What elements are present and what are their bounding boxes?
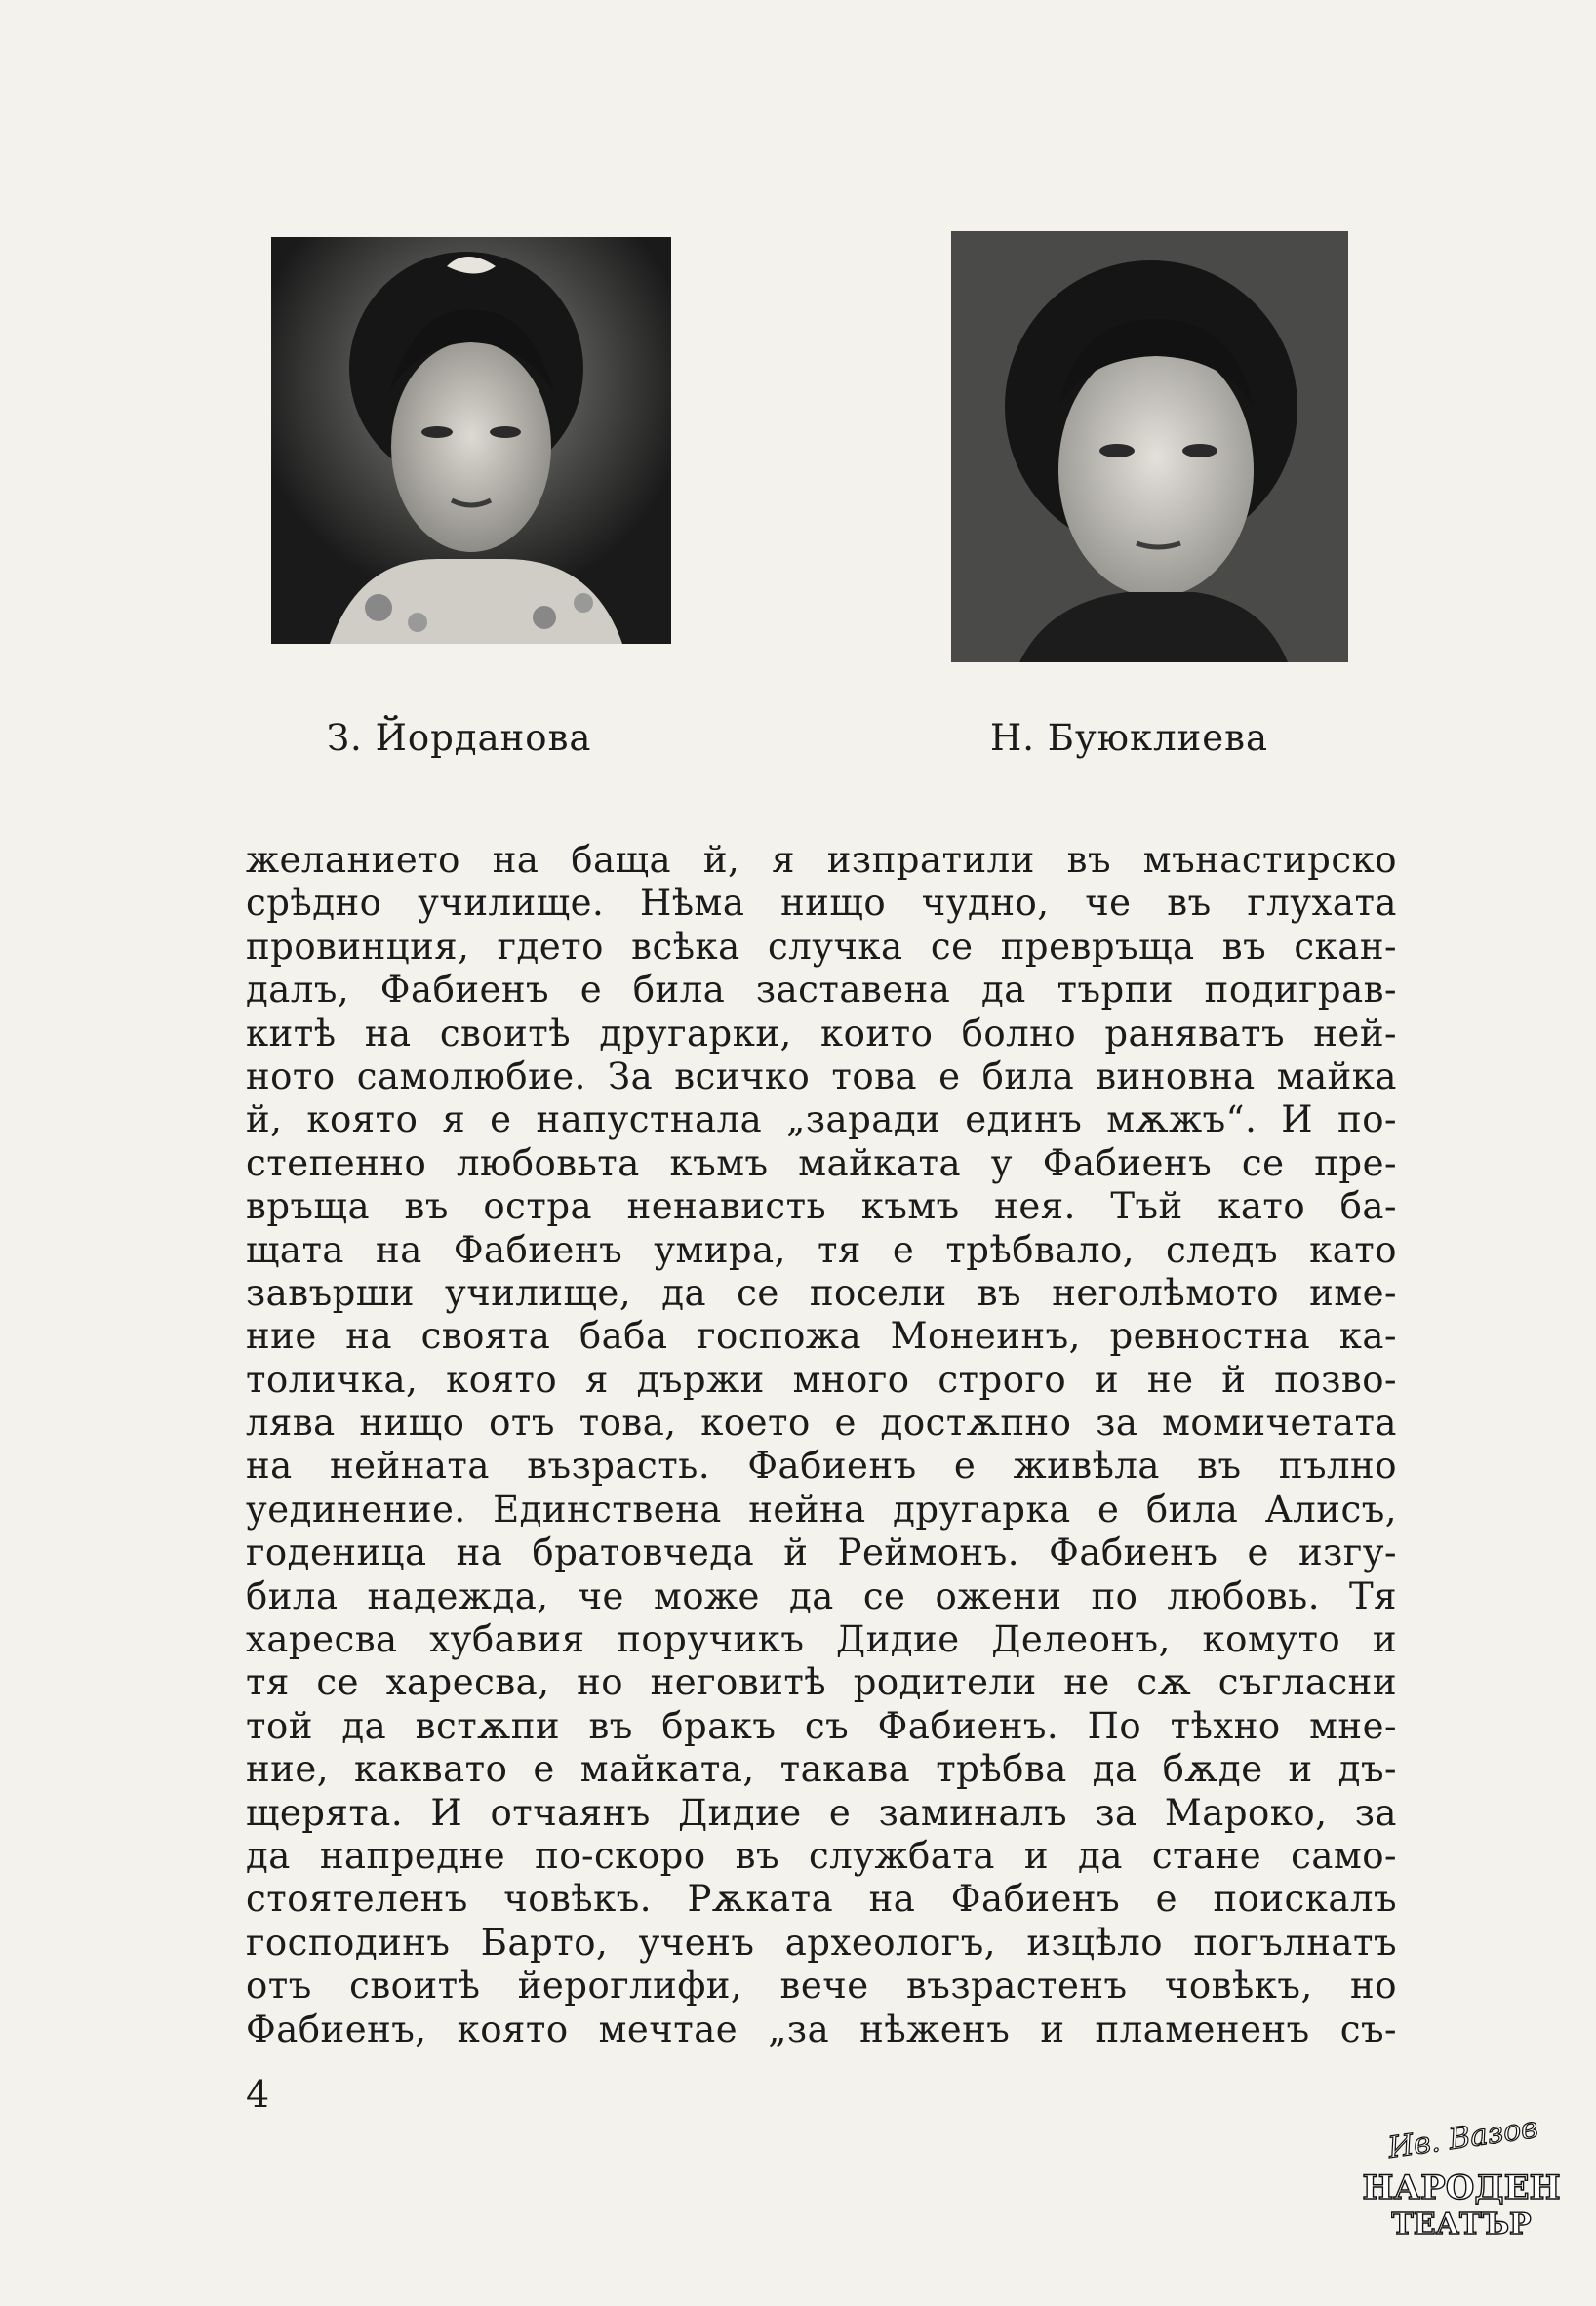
photo-caption-left: З. Йорданова bbox=[327, 717, 592, 759]
text-line: провинция, гдето всѣка случка се превръща въ скан- bbox=[246, 925, 1397, 968]
text-line: Фабиенъ, която мечтае „за нѣженъ и пламененъ съ- bbox=[246, 2008, 1397, 2050]
text-line: стоятеленъ човѣкъ. Рѫката на Фабиенъ е поискалъ bbox=[246, 1878, 1397, 1921]
text-line: срѣдно училище. Нѣма нищо чудно, че въ глухата bbox=[246, 882, 1397, 925]
text-line: степенно любовьта къмъ майката у Фабиенъ се пре- bbox=[246, 1141, 1397, 1184]
text-line: желанието на баща й, я изпратили въ мънастирско bbox=[246, 839, 1397, 881]
text-line: лява нищо отъ това, което е достѫпно за момичетата bbox=[246, 1402, 1397, 1445]
text-line: тя се харесва, но неговитѣ родители не сѫ съгласни bbox=[246, 1661, 1397, 1704]
text-line: била надежда, че може да се ожени по любовь. Тя bbox=[246, 1574, 1397, 1617]
logo-script: Ив. Вазов bbox=[1385, 2110, 1540, 2166]
text-line: толичка, която я държи много строго и не й позво- bbox=[246, 1358, 1397, 1401]
photo-caption-right: Н. Буюклиева bbox=[990, 717, 1269, 759]
logo-line2: ТЕАТЪР bbox=[1391, 2207, 1532, 2242]
text-line: далъ, Фабиенъ е била заставена да търпи подиграв- bbox=[246, 969, 1397, 1012]
text-line: годеница на братовчеда й Реймонъ. Фабиенъ е изгу- bbox=[246, 1531, 1397, 1574]
text-line: й, която я е напустнала „заради единъ мѫжъ“. И по- bbox=[246, 1098, 1397, 1141]
text-line: ние на своята баба госпожа Монеинъ, ревностна ка- bbox=[246, 1315, 1397, 1358]
text-line: отъ своитѣ йероглифи, вече възрастенъ човѣкъ, но bbox=[246, 1965, 1397, 2008]
portrait-photo-jordanova bbox=[271, 237, 671, 644]
text-line: китѣ на своитѣ другарки, които болно раняватъ ней- bbox=[246, 1012, 1397, 1054]
text-line: уединение. Единствена нейна другарка е била Алисъ, bbox=[246, 1488, 1397, 1531]
text-line: да напредне по-скоро въ службата и да стане само- bbox=[246, 1834, 1397, 1877]
text-line: връща въ остра ненависть къмъ нея. Тъй като ба- bbox=[246, 1185, 1397, 1228]
body-paragraph bbox=[246, 839, 1397, 2051]
text-line: завърши училище, да се посели въ неголѣмото име- bbox=[246, 1271, 1397, 1314]
text-line: щерята. И отчаянъ Дидие е заминалъ за Мароко, за bbox=[246, 1791, 1397, 1834]
text-line: ние, каквато е майката, такава трѣбва да бѫде и дъ- bbox=[246, 1748, 1397, 1791]
text-line: господинъ Барто, ученъ археологъ, изцѣло погълнатъ bbox=[246, 1921, 1397, 1964]
national-theatre-stamp-logo bbox=[1362, 2109, 1561, 2246]
logo-line1: НАРОДЕН bbox=[1362, 2168, 1561, 2207]
text-line: на нейната възрасть. Фабиенъ е живѣла въ пълно bbox=[246, 1445, 1397, 1488]
portrait-photo-buyuklieva bbox=[951, 231, 1348, 662]
text-line: ното самолюбие. За всичко това е била виновна майка bbox=[246, 1054, 1397, 1097]
text-line: харесва хубавия поручикъ Дидие Делеонъ, комуто и bbox=[246, 1618, 1397, 1661]
text-line: щата на Фабиенъ умира, тя е трѣбвало, следъ като bbox=[246, 1228, 1397, 1271]
text-line: той да встѫпи въ бракъ съ Фабиенъ. По тѣхно мне- bbox=[246, 1704, 1397, 1747]
page-number: 4 bbox=[246, 2073, 270, 2116]
